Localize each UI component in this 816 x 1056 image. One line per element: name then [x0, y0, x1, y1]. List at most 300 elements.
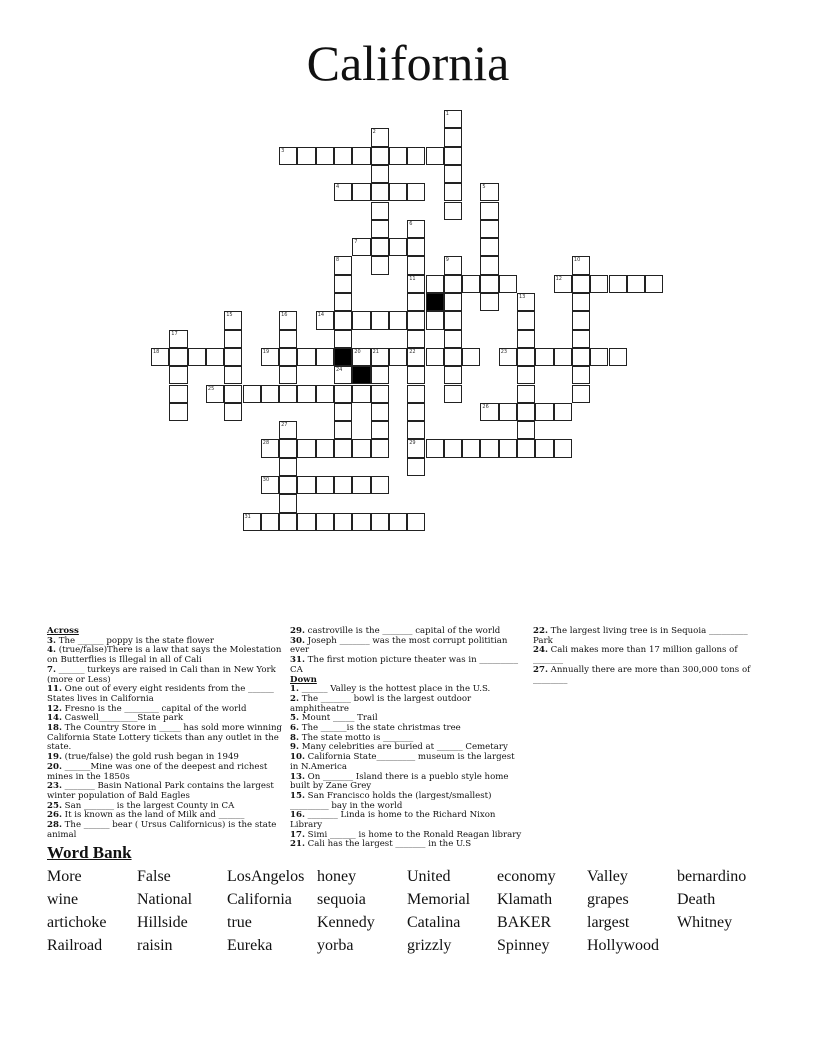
grid-cell[interactable] [371, 476, 389, 494]
grid-cell[interactable] [407, 238, 425, 256]
grid-cell[interactable] [243, 513, 261, 531]
word-bank-item: National [137, 891, 193, 908]
grid-cell[interactable] [279, 348, 297, 366]
grid-cell[interactable] [407, 439, 425, 457]
word-bank-item: Memorial [407, 891, 471, 908]
word-bank-item: California [227, 891, 292, 908]
clue-text: 17. Simi ______ is home to the Ronald Reagan library [290, 829, 522, 840]
grid-cell[interactable] [426, 348, 444, 366]
clue-number: 31 [244, 513, 251, 520]
grid-cell[interactable] [627, 275, 645, 293]
grid-cell[interactable] [444, 256, 462, 274]
grid-cell[interactable] [371, 513, 389, 531]
grid-cell[interactable] [480, 275, 498, 293]
grid-cell[interactable] [371, 165, 389, 183]
crossword-grid [151, 110, 671, 570]
grid-cell[interactable] [297, 439, 315, 457]
grid-cell[interactable] [444, 330, 462, 348]
clue-number: 19. [47, 752, 62, 763]
grid-cell[interactable] [407, 421, 425, 439]
grid-cell[interactable] [426, 147, 444, 165]
grid-cell[interactable] [334, 439, 352, 457]
grid-cell[interactable] [279, 421, 297, 439]
black-cell [426, 293, 444, 311]
clue-text: 31. The first motion picture theater was in _________ CA [290, 655, 519, 675]
word-bank-item: Klamath [497, 891, 553, 908]
grid-cell[interactable] [352, 476, 370, 494]
grid-cell[interactable] [444, 110, 462, 128]
clue-section-header: Down [290, 674, 317, 685]
grid-cell[interactable] [371, 256, 389, 274]
grid-cell[interactable] [169, 366, 187, 384]
clue-text: 4. (true/false)There is a law that says the Molestation on Butterflies is Illegal in all of Cali [47, 645, 282, 666]
grid-cell[interactable] [517, 385, 535, 403]
grid-cell[interactable] [169, 330, 187, 348]
clue-number: 9. [290, 742, 299, 753]
grid-cell[interactable] [279, 147, 297, 165]
black-cell [334, 348, 352, 366]
grid-cell[interactable] [480, 403, 498, 421]
clue-number: 28 [262, 440, 270, 447]
grid-cell[interactable] [480, 293, 498, 311]
grid-cell[interactable] [389, 311, 407, 329]
grid-cell[interactable] [334, 476, 352, 494]
grid-cell[interactable] [261, 385, 279, 403]
grid-cell[interactable] [444, 128, 462, 146]
grid-cell[interactable] [407, 385, 425, 403]
word-bank-item: honey [317, 868, 357, 885]
clue-number: 12 [555, 275, 562, 282]
grid-cell[interactable] [517, 366, 535, 384]
clue-text: 25. San _______ is the largest County in CA [47, 800, 235, 811]
clue-number: 10. [290, 752, 305, 763]
grid-cell[interactable] [279, 513, 297, 531]
grid-cell[interactable] [206, 385, 224, 403]
grid-cell[interactable] [224, 311, 242, 329]
grid-cell[interactable] [188, 348, 206, 366]
grid-cell[interactable] [334, 366, 352, 384]
grid-cell[interactable] [609, 348, 627, 366]
grid-cell[interactable] [609, 275, 627, 293]
grid-cell[interactable] [371, 403, 389, 421]
grid-cell[interactable] [517, 403, 535, 421]
clue-text: 2. The _______ bowl is the largest outdoor amphitheatre [290, 693, 472, 714]
grid-cell[interactable] [554, 439, 572, 457]
grid-cell[interactable] [535, 439, 553, 457]
grid-cell[interactable] [371, 311, 389, 329]
clue-number: 18. [47, 723, 62, 734]
clues-column-1 [47, 627, 283, 840]
grid-cell[interactable] [279, 385, 297, 403]
word-bank-item: Valley [587, 868, 628, 885]
grid-cell[interactable] [407, 458, 425, 476]
grid-cell[interactable] [426, 439, 444, 457]
grid-cell[interactable] [169, 348, 187, 366]
grid-cell[interactable] [316, 513, 334, 531]
word-bank-item: economy [497, 868, 556, 885]
word-bank-item: raisin [137, 937, 173, 954]
grid-cell[interactable] [572, 293, 590, 311]
grid-cell[interactable] [517, 348, 535, 366]
clue-number: 30 [262, 477, 270, 483]
grid-cell[interactable] [444, 366, 462, 384]
grid-cell[interactable] [444, 275, 462, 293]
clue-text: 28. The ______ bear ( Ursus Californicus) is the state animal [47, 820, 277, 840]
grid-cell[interactable] [389, 238, 407, 256]
grid-cell[interactable] [169, 403, 187, 421]
clue-number: 20. [47, 761, 62, 772]
grid-cell[interactable] [352, 147, 370, 165]
grid-cell[interactable] [407, 403, 425, 421]
word-bank-item: Eureka [227, 937, 273, 954]
grid-cell[interactable] [407, 348, 425, 366]
clue-number: 12. [47, 703, 62, 714]
grid-cell[interactable] [517, 330, 535, 348]
grid-cell[interactable] [224, 348, 242, 366]
grid-cell[interactable] [426, 275, 444, 293]
clue-number: 23. [47, 781, 62, 792]
grid-cell[interactable] [334, 147, 352, 165]
word-bank-item: Kennedy [317, 914, 375, 931]
clue-text: 18. The Country Store in _____ has sold more winning California State Lottery tickets than any outlet in the state. [47, 723, 282, 753]
word-bank-item: bernardino [677, 868, 747, 885]
grid-cell[interactable] [316, 476, 334, 494]
word-bank-item: Whitney [677, 914, 733, 931]
clue-number: 4 [336, 184, 340, 191]
grid-cell[interactable] [554, 348, 572, 366]
grid-cell[interactable] [590, 348, 608, 366]
grid-cell[interactable] [389, 147, 407, 165]
grid-cell[interactable] [389, 348, 407, 366]
grid-cell[interactable] [334, 183, 352, 201]
clue-number: 22 [409, 348, 416, 355]
grid-cell[interactable] [480, 256, 498, 274]
clue-number: 16 [281, 312, 288, 319]
grid-cell[interactable] [224, 366, 242, 384]
grid-cell[interactable] [517, 421, 535, 439]
clue-number: 16. [290, 810, 305, 821]
clue-number: 5. [290, 713, 299, 724]
grid-cell[interactable] [444, 293, 462, 311]
word-bank-item: artichoke [47, 914, 107, 931]
grid-cell[interactable] [407, 293, 425, 311]
clue-text: 10. California State_________ museum is the largest in N.America [290, 752, 515, 772]
clue-text: 26. It is known as the land of Milk and ______ [47, 810, 245, 821]
grid-cell[interactable] [371, 366, 389, 384]
clue-number: 3. [47, 635, 56, 646]
grid-cell[interactable] [572, 348, 590, 366]
grid-cell[interactable] [297, 348, 315, 366]
grid-cell[interactable] [224, 330, 242, 348]
grid-cell[interactable] [316, 147, 334, 165]
grid-cell[interactable] [371, 238, 389, 256]
grid-cell[interactable] [261, 348, 279, 366]
grid-cell[interactable] [554, 403, 572, 421]
grid-cell[interactable] [572, 275, 590, 293]
grid-cell[interactable] [407, 366, 425, 384]
clue-number: 15. [290, 790, 305, 801]
grid-cell[interactable] [407, 256, 425, 274]
grid-cell[interactable] [462, 275, 480, 293]
grid-cell[interactable] [352, 183, 370, 201]
grid-cell[interactable] [261, 439, 279, 457]
grid-cell[interactable] [261, 513, 279, 531]
word-bank-item: grizzly [407, 937, 452, 954]
clue-text: 27. Annually there are more than 300,000 tons of ________ [533, 664, 751, 685]
grid-cell[interactable] [151, 348, 169, 366]
grid-cell[interactable] [279, 439, 297, 457]
grid-cell[interactable] [572, 311, 590, 329]
grid-cell[interactable] [206, 348, 224, 366]
clue-number: 7. [47, 664, 56, 675]
grid-cell[interactable] [407, 147, 425, 165]
clues-column-3 [533, 627, 763, 685]
clue-number: 21 [372, 348, 379, 355]
grid-cell[interactable] [517, 311, 535, 329]
grid-cell[interactable] [480, 220, 498, 238]
clue-text: 11. One out of every eight residents from the ______ States lives in California [47, 684, 274, 704]
grid-cell[interactable] [334, 293, 352, 311]
grid-cell[interactable] [279, 330, 297, 348]
grid-cell[interactable] [352, 238, 370, 256]
grid-cell[interactable] [279, 494, 297, 512]
grid-cell[interactable] [444, 183, 462, 201]
grid-cell[interactable] [279, 476, 297, 494]
clue-number: 29 [409, 440, 416, 447]
word-bank-item: Spinney [497, 937, 550, 954]
word-bank-item: BAKER [497, 914, 552, 931]
clue-text: 23. _______ Basin National Park contains the largest winter population of Bald Eagles [47, 781, 274, 801]
grid-cell[interactable] [407, 513, 425, 531]
grid-cell[interactable] [535, 403, 553, 421]
word-bank-list [47, 865, 777, 957]
grid-cell[interactable] [352, 348, 370, 366]
word-bank-item: Death [677, 891, 716, 908]
clue-number: 1 [445, 111, 449, 117]
grid-cell[interactable] [334, 421, 352, 439]
grid-cell[interactable] [480, 238, 498, 256]
word-bank-item: Hollywood [587, 937, 659, 954]
clue-text: 9. Many celebrities are buried at ______ Cemetary [290, 742, 508, 753]
grid-cell[interactable] [444, 439, 462, 457]
grid-cell[interactable] [169, 385, 187, 403]
grid-cell[interactable] [444, 385, 462, 403]
grid-cell[interactable] [334, 256, 352, 274]
clue-text: 7. ______ turkeys are raised in Cali than in New York (more or Less) [47, 664, 276, 685]
grid-cell[interactable] [407, 330, 425, 348]
grid-cell[interactable] [297, 385, 315, 403]
clue-text: 12. Fresno is the ________ capital of the world [47, 703, 247, 714]
grid-cell[interactable] [480, 183, 498, 201]
clue-number: 2. [290, 693, 299, 704]
grid-cell[interactable] [316, 311, 334, 329]
grid-cell[interactable] [316, 439, 334, 457]
grid-cell[interactable] [499, 275, 517, 293]
word-bank-item: Catalina [407, 914, 461, 931]
grid-cell[interactable] [444, 202, 462, 220]
grid-cell[interactable] [371, 147, 389, 165]
clue-number: 8. [290, 732, 299, 743]
grid-cell[interactable] [371, 439, 389, 457]
grid-cell[interactable] [334, 311, 352, 329]
word-bank-item: United [407, 868, 451, 885]
grid-cell[interactable] [297, 476, 315, 494]
clue-number: 17. [290, 829, 305, 840]
clue-text: 19. (true/false) the gold rush began in 1949 [47, 752, 239, 763]
grid-cell[interactable] [334, 403, 352, 421]
grid-cell[interactable] [499, 439, 517, 457]
clue-number: 25 [207, 385, 215, 392]
clue-number: 6 [409, 220, 413, 227]
grid-cell[interactable] [279, 458, 297, 476]
grid-cell[interactable] [316, 385, 334, 403]
word-bank-item: sequoia [317, 891, 366, 908]
clue-text: 13. On _______ Island there is a pueblo style home built by Zane Grey [290, 771, 509, 792]
word-bank-item: False [137, 868, 171, 885]
clue-number: 20 [354, 348, 361, 355]
grid-cell[interactable] [462, 348, 480, 366]
clue-number: 18 [153, 348, 160, 355]
clue-number: 31. [290, 655, 305, 666]
word-bank [47, 843, 777, 957]
clue-number: 11. [47, 684, 62, 695]
grid-cell[interactable] [426, 311, 444, 329]
grid-cell[interactable] [389, 183, 407, 201]
grid-cell[interactable] [334, 385, 352, 403]
grid-cell[interactable] [590, 275, 608, 293]
grid-cell[interactable] [243, 385, 261, 403]
clue-number: 27. [533, 664, 548, 675]
grid-cell[interactable] [334, 275, 352, 293]
grid-cell[interactable] [572, 385, 590, 403]
grid-cell[interactable] [297, 513, 315, 531]
clue-text: 29. castroville is the _______ capital of the world [290, 626, 501, 636]
grid-cell[interactable] [480, 202, 498, 220]
grid-cell[interactable] [371, 183, 389, 201]
grid-cell[interactable] [499, 348, 517, 366]
grid-cell[interactable] [371, 220, 389, 238]
clue-number: 1. [290, 684, 299, 695]
grid-cell[interactable] [334, 330, 352, 348]
clue-number: 26. [47, 810, 62, 821]
grid-cell[interactable] [407, 220, 425, 238]
clue-text: 16. _______ Linda is home to the Richard Nixon Library [290, 810, 496, 831]
word-bank-item: true [227, 914, 252, 931]
grid-cell[interactable] [407, 183, 425, 201]
word-bank-item: Hillside [137, 914, 188, 931]
clue-number: 8 [336, 257, 340, 264]
grid-cell[interactable] [371, 348, 389, 366]
grid-cell[interactable] [645, 275, 663, 293]
clue-text: 1. ______ Valley is the hottest place in the U.S. [290, 684, 491, 695]
grid-cell[interactable] [224, 403, 242, 421]
clue-number: 9 [445, 257, 449, 264]
clue-text: 24. Cali makes more than 17 million gallons of _______ [533, 645, 738, 666]
grid-cell[interactable] [297, 147, 315, 165]
grid-cell[interactable] [572, 330, 590, 348]
clue-number: 11 [409, 275, 416, 282]
clue-number: 29. [290, 626, 305, 636]
grid-cell[interactable] [572, 256, 590, 274]
clue-number: 14. [47, 713, 62, 724]
clue-text: 3. The ______ poppy is the state flower [47, 635, 214, 646]
grid-cell[interactable] [352, 385, 370, 403]
clue-number: 17 [171, 330, 178, 337]
grid-cell[interactable] [517, 439, 535, 457]
clue-number: 2 [372, 129, 376, 136]
clue-text: 22. The largest living tree is in Sequoia _________ Park [533, 626, 748, 646]
clue-number: 27 [281, 422, 288, 429]
grid-cell[interactable] [535, 348, 553, 366]
grid-cell[interactable] [389, 513, 407, 531]
word-bank-title: Word Bank [47, 843, 132, 862]
grid-cell[interactable] [444, 165, 462, 183]
clue-text: 15. San Francisco holds the (largest/smallest) _________ bay in the world [290, 790, 492, 811]
grid-cell[interactable] [444, 348, 462, 366]
clue-number: 26 [482, 403, 489, 410]
grid-cell[interactable] [334, 513, 352, 531]
grid-cell[interactable] [371, 128, 389, 146]
clue-number: 3 [281, 147, 285, 154]
grid-cell[interactable] [444, 147, 462, 165]
clue-text: 30. Joseph _______ was the most corrupt polititian ever [290, 635, 508, 656]
grid-cell[interactable] [480, 439, 498, 457]
grid-cell[interactable] [444, 311, 462, 329]
grid-cell[interactable] [499, 403, 517, 421]
grid-cell[interactable] [407, 275, 425, 293]
clue-number: 4. [47, 645, 56, 656]
grid-cell[interactable] [279, 311, 297, 329]
black-cell [352, 366, 370, 384]
grid-cell[interactable] [371, 385, 389, 403]
clue-text: 14. Caswell_________State park [47, 713, 184, 724]
grid-cell[interactable] [572, 366, 590, 384]
clue-text: 6. The ______is the state christmas tree [290, 723, 461, 734]
clues-column-2 [290, 627, 525, 850]
clue-number: 21. [290, 839, 305, 850]
grid-cell[interactable] [371, 421, 389, 439]
grid-cell[interactable] [261, 476, 279, 494]
clue-number: 24 [336, 367, 343, 374]
word-bank-item: largest [587, 914, 630, 931]
puzzle-title: California [306, 35, 510, 91]
clue-number: 30. [290, 635, 305, 646]
clue-number: 6. [290, 723, 299, 734]
clue-number: 23 [500, 348, 508, 355]
grid-cell[interactable] [407, 311, 425, 329]
clue-number: 15 [226, 312, 233, 319]
clue-number: 19 [262, 348, 270, 355]
clue-text: 5. Mount _____ Trail [290, 713, 378, 724]
grid-cell[interactable] [279, 366, 297, 384]
clue-text: 21. Cali has the largest _______ in the U.S [290, 839, 472, 850]
grid-cell[interactable] [554, 275, 572, 293]
grid-cell[interactable] [352, 439, 370, 457]
grid-cell[interactable] [352, 311, 370, 329]
word-bank-item: LosAngelos [227, 868, 305, 885]
grid-cell[interactable] [224, 385, 242, 403]
grid-cell[interactable] [462, 439, 480, 457]
grid-cell[interactable] [316, 348, 334, 366]
clue-number: 13 [519, 294, 526, 300]
clue-number: 14 [317, 312, 325, 319]
grid-cell[interactable] [352, 513, 370, 531]
clue-number: 7 [354, 239, 358, 246]
clue-number: 24. [533, 645, 548, 656]
clue-number: 13. [290, 771, 305, 782]
grid-cell[interactable] [371, 202, 389, 220]
grid-cell[interactable] [517, 293, 535, 311]
